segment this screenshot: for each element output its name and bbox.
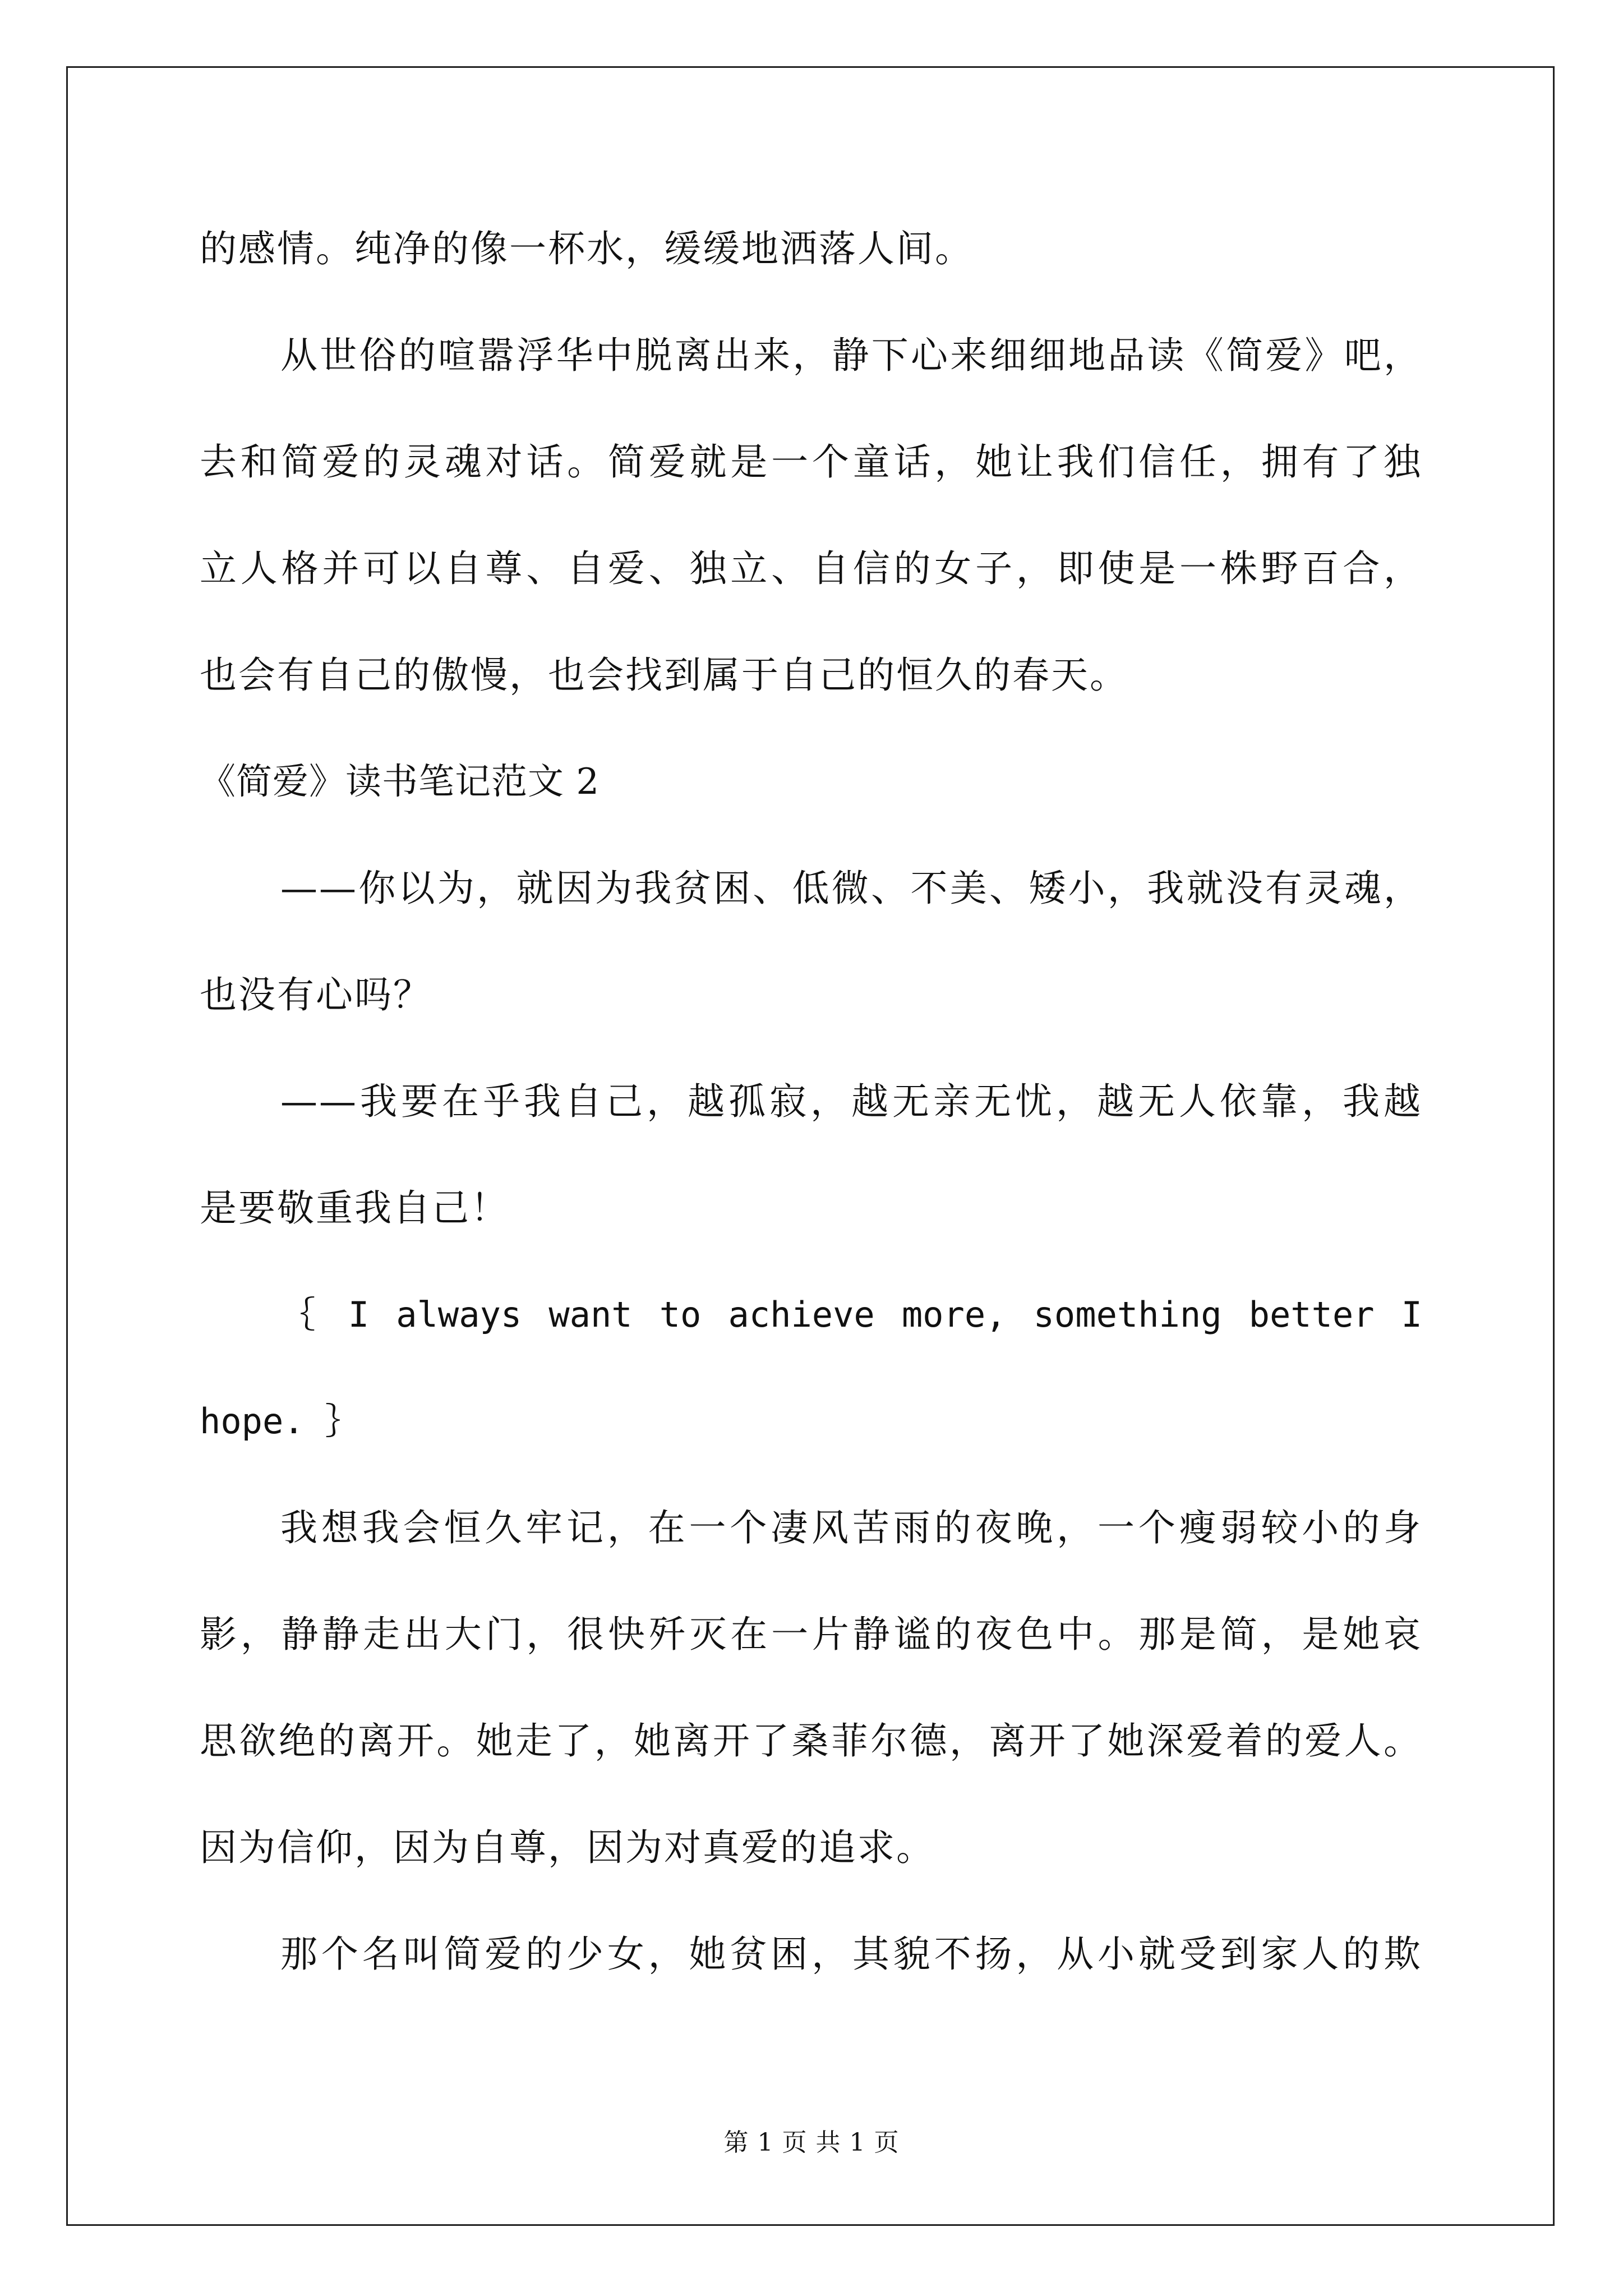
section-heading: 《简爱》读书笔记范文 2 — [200, 761, 600, 803]
paragraph-line: 因为信仰，因为自尊，因为对真爱的追求。 — [200, 1826, 935, 1869]
paragraph-line: 思欲绝的离开。她走了，她离开了桑菲尔德，离开了她深爱着的爱人。 — [200, 1719, 1422, 1763]
english-quote-line: hope. ｝ — [200, 1401, 360, 1442]
paragraph-line: 去和简爱的灵魂对话。简爱就是一个童话，她让我们信任，拥有了独 — [200, 440, 1422, 484]
quote-line: 是要敬重我自己！ — [200, 1186, 509, 1230]
paragraph-line: 影，静静走出大门，很快歼灭在一片静谧的夜色中。那是简，是她哀 — [200, 1613, 1422, 1656]
paragraph-line: 那个名叫简爱的少女，她贫困，其貌不扬，从小就受到家人的欺 — [280, 1932, 1422, 1976]
page-footer: 第 1 页 共 1 页 — [723, 2128, 900, 2157]
quote-line: ——你以为，就因为我贫困、低微、不美、矮小，我就没有灵魂， — [280, 867, 1422, 910]
paragraph-line: 我想我会恒久牢记，在一个凄风苦雨的夜晚，一个瘦弱较小的身 — [280, 1506, 1422, 1549]
paragraph-line: 也会有自己的傲慢，也会找到属于自己的恒久的春天。 — [200, 654, 1128, 697]
paragraph-line: 的感情。纯净的像一杯水，缓缓地洒落人间。 — [200, 227, 974, 270]
page-border — [66, 66, 1555, 2226]
quote-line: 也没有心吗？ — [200, 973, 432, 1016]
paragraph-line: 从世俗的喧嚣浮华中脱离出来，静下心来细细地品读《简爱》吧， — [280, 334, 1422, 377]
paragraph-line: 立人格并可以自尊、自爱、独立、自信的女子，即使是一株野百合， — [200, 547, 1422, 590]
quote-line: ——我要在乎我自己，越孤寂，越无亲无忧，越无人依靠，我越 — [280, 1080, 1422, 1123]
english-quote-line: ｛ I always want to achieve more, something better I — [280, 1294, 1422, 1335]
